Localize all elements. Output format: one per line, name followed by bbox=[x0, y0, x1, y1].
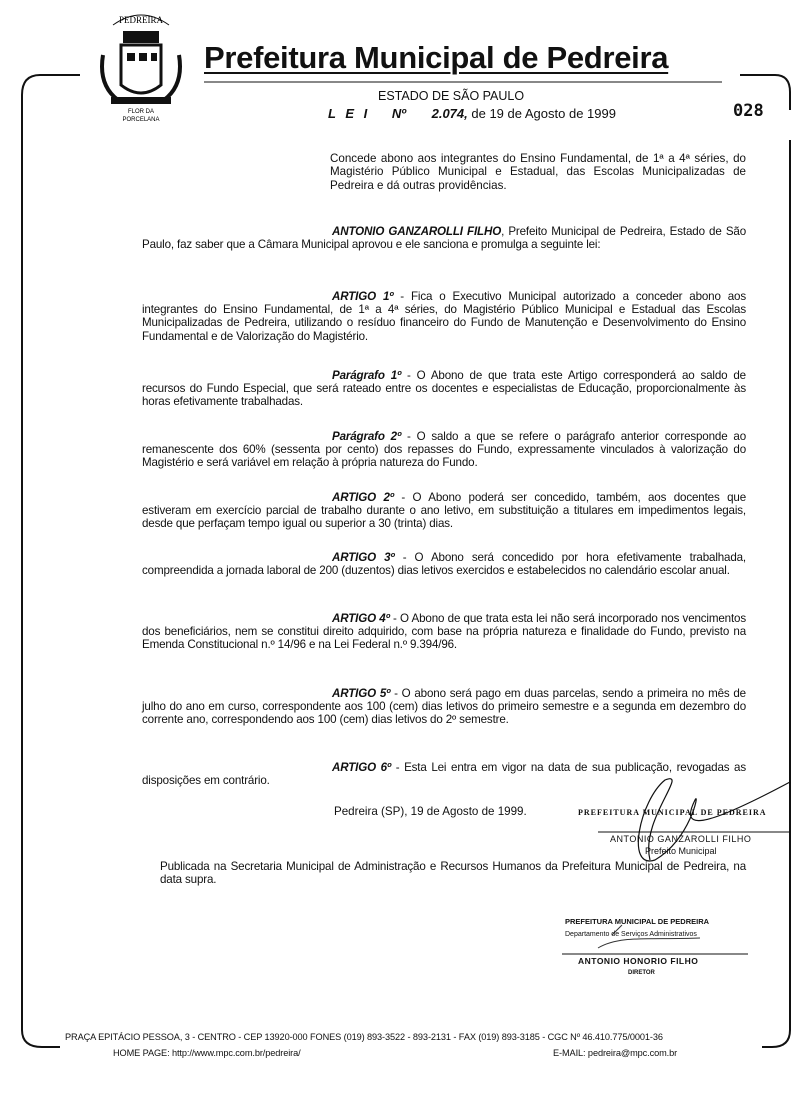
paragraph-text: - O abono será pago em duas parcelas, sendo a primeira no mês de julho do ano em curso, correspondente aos 100 (cem) dias letivos do primeiro semestre e a segunda em dezembro do corrente ano, correspondendo aos 100 (cem) dias letivos do 2º semestre. bbox=[142, 687, 746, 727]
stamp2-line2: Departamento de Serviços Administrativos bbox=[565, 931, 697, 938]
svg-text:PORCELANA: PORCELANA bbox=[122, 117, 160, 123]
law-heading bbox=[328, 106, 616, 121]
stamp2-line1: PREFEITURA MUNICIPAL DE PEDREIRA bbox=[565, 917, 710, 926]
letterhead-title: Prefeitura Municipal de Pedreira bbox=[204, 40, 669, 75]
paragraph-text: - O saldo a que se refere o parágrafo anterior corresponde ao remanescente dos 60% (sessenta por cento) dos repasses do Fundo, expressamente vinculados à valorização do Magistério e será variável em relação à própria natureza do Fundo. bbox=[142, 430, 746, 470]
director-role: DIRETOR bbox=[628, 970, 655, 976]
city-emblem bbox=[93, 5, 189, 123]
article-6 bbox=[142, 761, 746, 787]
paragraph-lead: ARTIGO 3º bbox=[332, 551, 395, 564]
footer-email: E-MAIL: pedreira@mpc.com.br bbox=[553, 1048, 678, 1058]
paragraph-text: - O Abono será concedido por hora efetivamente trabalhada, compreendida a jornada laboral de 200 (duzentos) dias letivos exercidos e estabelecidos no calendário escolar anual. bbox=[142, 551, 747, 578]
paragraph-lead: ARTIGO 5º bbox=[332, 687, 391, 700]
preamble-paragraph bbox=[142, 225, 746, 251]
law-summary: Concede abono aos integrantes do Ensino Fundamental, de 1ª a 4ª séries, do Magistério Público Municipal e Estadual, das Escolas Municipalizadas de Pedreira e dá outras providências. bbox=[330, 152, 746, 192]
paragraph-text: - Esta Lei entra em vigor na data de sua publicação, revogadas as disposições em contrário. bbox=[142, 761, 746, 788]
paragraph-lead: ARTIGO 1º bbox=[332, 290, 394, 303]
page-number: 028 bbox=[733, 101, 764, 121]
number-label: Nº bbox=[391, 106, 406, 121]
paragraph-text: - O Abono de que trata esta lei não será incorporado nos vencimentos dos beneficiários, nem se constitui direito adquirido, com base na própria natureza e finalidade do Fundo, previsto na Emenda Constitucional n.º 14/96 e na Lei Federal n.º 9.394/96. bbox=[142, 612, 746, 652]
paragraph-text: - O Abono de que trata este Artigo corresponderá ao saldo de recursos do Fundo Especial, que será rateado entre os docentes e especialistas de Educação, proporcionalmente às horas efetivamente trabalhadas. bbox=[142, 369, 746, 409]
state-name: ESTADO DE SÃO PAULO bbox=[378, 89, 525, 103]
paragraph-lead: Parágrafo 1º bbox=[332, 369, 402, 382]
article-5 bbox=[142, 687, 746, 727]
stamp-text: PREFEITURA MUNICIPAL DE PEDREIRA bbox=[578, 808, 767, 817]
paragraph-lead: ARTIGO 2º bbox=[332, 491, 394, 504]
director-name: ANTONIO HONORIO FILHO bbox=[578, 956, 699, 966]
paragraph-lead: ARTIGO 4º bbox=[332, 612, 390, 625]
signer-name: ANTONIO GANZAROLLI FILHO bbox=[610, 834, 752, 844]
publication-note: Publicada na Secretaria Municipal de Administração e Recursos Humanos da Prefeitura Municipal de Pedreira, na data supra. bbox=[160, 860, 746, 887]
paragraph-text: - Fica o Executivo Municipal autorizado a conceder abono aos integrantes do Ensino Fundamental, de 1ª a 4ª séries, do Magistério Público Municipal e Estadual das Escolas Municipalizadas de Pedreira, utilizando o resíduo financeiro do Fundo de Manutenção e Desenvolvimento do Ensino Fundamental e de Valorização do Magistério. bbox=[142, 290, 746, 343]
paragraph-text: - O Abono poderá ser concedido, também, aos docentes que estiveram em exercício parcial de trabalho durante o ano letivo, em substituição a titulares em impedimentos legais, desde que perfaçam tempo igual ou superior a 30 (trinta) dias. bbox=[142, 491, 746, 531]
footer-address: PRAÇA EPITÁCIO PESSOA, 3 - CENTRO - CEP 13920-000 FONES (019) 893-3522 - 893-2131 - FAX (019) 893-3185 - CGC Nº 46.410.775/0001-36 bbox=[65, 1032, 663, 1042]
law-number: 2.074, bbox=[431, 106, 468, 121]
paragraph-text: , Prefeito Municipal de Pedreira, Estado de São Paulo, faz saber que a Câmara Municipal aprovou e ele sanciona e promulga a seguinte lei: bbox=[142, 225, 747, 252]
article-3 bbox=[142, 551, 746, 577]
paragraph-2 bbox=[142, 430, 746, 470]
paragraph-lead: ANTONIO GANZAROLLI FILHO bbox=[332, 225, 502, 238]
paragraph-lead: Parágrafo 2º bbox=[332, 430, 402, 443]
svg-text:PEDREIRA: PEDREIRA bbox=[118, 15, 164, 25]
law-label: L E I bbox=[328, 106, 371, 121]
svg-text:FLOR DA: FLOR DA bbox=[127, 109, 155, 115]
law-date: de 19 de Agosto de 1999 bbox=[467, 106, 616, 121]
article-2 bbox=[142, 491, 746, 531]
article-1 bbox=[142, 290, 746, 343]
footer-homepage: HOME PAGE: http://www.mpc.com.br/pedreira/ bbox=[113, 1048, 301, 1058]
article-4 bbox=[142, 612, 746, 652]
signer-role: Prefeito Municipal bbox=[645, 846, 717, 856]
paragraph-lead: ARTIGO 6º bbox=[332, 761, 392, 774]
date-line: Pedreira (SP), 19 de Agosto de 1999. bbox=[334, 805, 527, 818]
paragraph-1 bbox=[142, 369, 746, 409]
